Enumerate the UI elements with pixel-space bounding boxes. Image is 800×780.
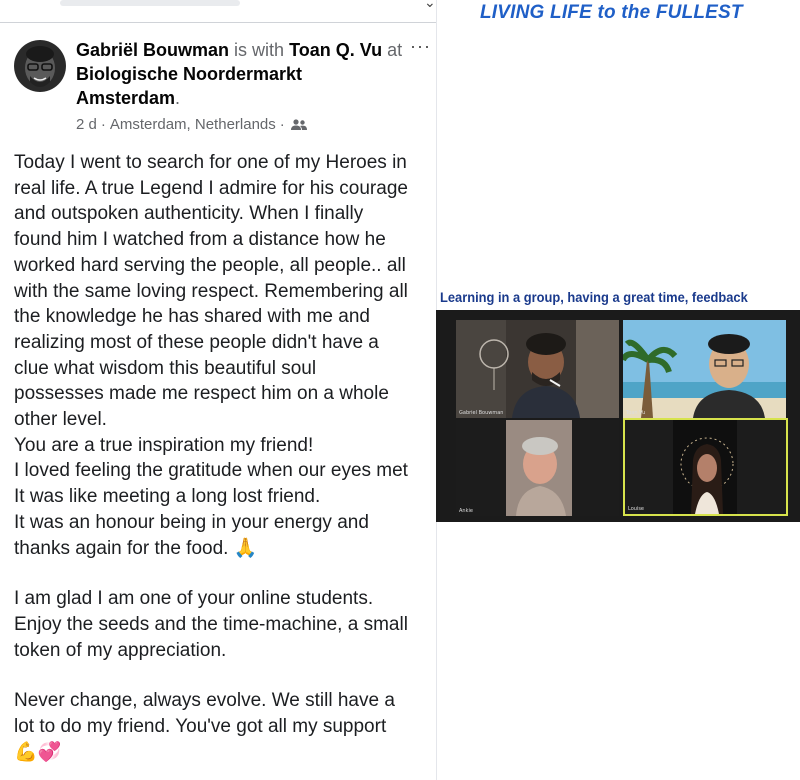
participant-video	[456, 320, 619, 418]
video-tile[interactable]	[456, 320, 619, 418]
participant-video	[625, 420, 786, 514]
at-text: at	[387, 40, 403, 60]
video-tile[interactable]	[623, 320, 786, 418]
post-line: and outspoken authenticity. When I finally	[14, 203, 364, 225]
post-line: It was an honour being in your energy and	[14, 511, 369, 533]
location-link[interactable]: Biologische Noordermarkt Amsterdam	[76, 64, 303, 108]
post-line: Enjoy the seeds and the time-machine, a small	[14, 613, 408, 635]
post-line: the knowledge he has shared with me and	[14, 306, 370, 328]
post-line: with the same loving respect. Remembering all	[14, 280, 408, 302]
post-line: possesses made me respect him on a whole	[14, 383, 389, 405]
tagged-person[interactable]: Toan Q. Vu	[289, 40, 383, 60]
post-line: realizing most of these people didn't have a	[14, 331, 379, 353]
post-line: token of my appreciation.	[14, 639, 227, 661]
post-time[interactable]: 2 d	[76, 116, 97, 133]
meta-separator: ·	[100, 116, 106, 133]
post-line: I am glad I am one of your online students.	[14, 588, 374, 610]
post-line: Today I went to search for one of my Heroes in	[14, 152, 407, 173]
participant-name: Toan Vu	[626, 410, 646, 416]
post-body	[14, 150, 436, 765]
post-line: lot to do my friend. You've got all my support	[14, 716, 387, 738]
avatar[interactable]	[14, 40, 66, 92]
post-line: I loved feeling the gratitude when our eyes met	[14, 460, 408, 482]
friends-audience-icon[interactable]	[291, 118, 307, 132]
top-divider	[0, 0, 436, 23]
participant-video	[623, 320, 786, 418]
more-options-icon[interactable]: ···	[410, 36, 431, 56]
period-text: .	[175, 88, 181, 108]
video-caption: Learning in a group, having a great time, feedback	[440, 289, 748, 305]
post-line: clue what wisdom this beautiful soul	[14, 357, 317, 379]
post-line: Never change, always evolve. We still have a	[14, 690, 395, 712]
video-call-grid	[436, 310, 800, 522]
cropped-header-text	[60, 0, 240, 6]
post-line: It was like meeting a long lost friend.	[14, 486, 321, 508]
paragraph-gap	[14, 561, 436, 586]
participant-name: Louise	[628, 506, 644, 512]
post-line: You are a true inspiration my friend!	[14, 434, 314, 456]
video-tile-active-speaker[interactable]	[623, 418, 788, 516]
post-line: other level.	[14, 409, 107, 431]
post-place[interactable]: Amsterdam, Netherlands	[109, 116, 276, 133]
chevron-down-icon[interactable]: ⌄	[424, 0, 436, 10]
post-line: real life. A true Legend I admire for his courage	[14, 177, 408, 199]
post-meta	[76, 116, 307, 133]
participant-name: Gabriel Bouwman	[459, 410, 504, 416]
post-line: found him I watched from a distance how he	[14, 229, 386, 251]
paragraph-gap	[14, 663, 436, 688]
video-tile[interactable]	[456, 420, 619, 516]
avatar-photo	[14, 40, 66, 92]
is-with-text: is with	[234, 40, 285, 60]
post-line: worked hard serving the people, all people.. all	[14, 254, 406, 276]
participant-video	[456, 420, 619, 516]
banner-title: LIVING LIFE to the FULLEST	[480, 2, 743, 23]
post-line: 💪💞	[14, 741, 62, 763]
participant-name: Ankie	[459, 508, 473, 514]
post-header	[76, 38, 406, 110]
author-name[interactable]: Gabriël Bouwman	[76, 40, 230, 60]
meta-separator-2: ·	[279, 116, 285, 133]
post-line: thanks again for the food. 🙏	[14, 537, 258, 559]
